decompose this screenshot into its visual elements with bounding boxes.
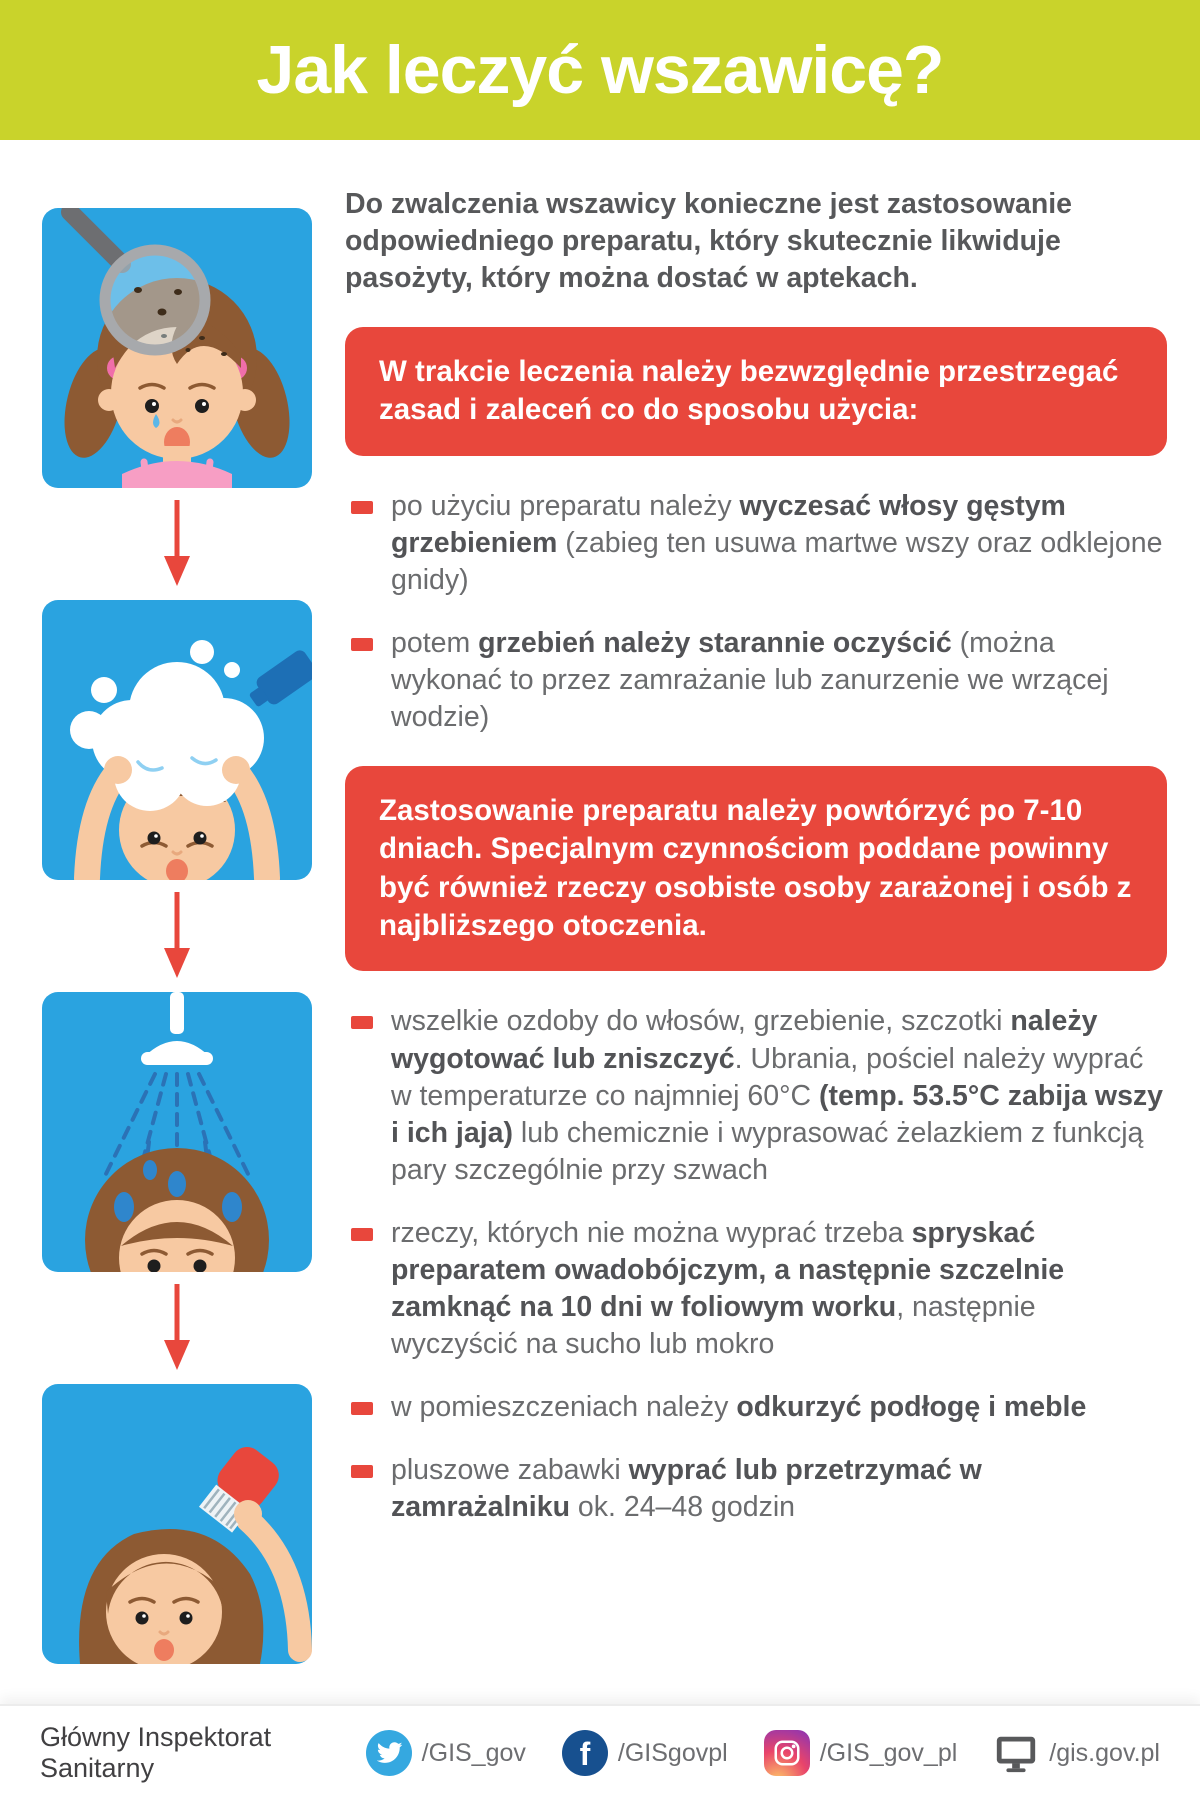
bullet-marker <box>351 1228 373 1241</box>
bullet-text: w pomieszczeniach należy odkurzyć podłogę i meble <box>391 1390 1087 1423</box>
list-item <box>351 1003 1167 1188</box>
bullet-marker <box>351 501 373 514</box>
bullet-marker <box>351 1465 373 1478</box>
step-gap <box>42 1272 312 1384</box>
step-gap <box>42 880 312 992</box>
instagram-icon <box>764 1730 810 1776</box>
list-item <box>351 1215 1167 1363</box>
arrow-down-icon <box>160 892 194 980</box>
arrow-down-icon <box>160 1284 194 1372</box>
social-handle: /gis.gov.pl <box>1049 1738 1160 1767</box>
header-banner <box>0 0 1200 140</box>
bullet-marker <box>351 1016 373 1029</box>
illustration-examine-scalp <box>42 208 312 488</box>
social-handle: /GIS_gov_pl <box>819 1738 958 1767</box>
warning-box-usage-rules: W trakcie leczenia należy bezwzględnie przestrzegać zasad i zaleceń co do sposobu użycia: <box>345 327 1167 456</box>
bullet-text: rzeczy, których nie można wyprać trzeba spryskać preparatem owadobójczym, a następnie szczelnie zamknąć na 10 dni w foliowym worku, następnie wyczyścić na sucho lub mokro <box>391 1216 1065 1360</box>
bullet-list-usage <box>345 486 1167 736</box>
social-link-instagram[interactable] <box>764 1730 958 1776</box>
social-link-website[interactable] <box>993 1730 1160 1776</box>
illustration-shower-rinse <box>42 992 312 1272</box>
footer <box>0 1704 1200 1800</box>
bullet-text: pluszowe zabawki wyprać lub przetrzymać w zamrażalniku ok. 24–48 godzin <box>391 1453 982 1523</box>
social-link-facebook[interactable] <box>562 1730 728 1776</box>
steps-column <box>42 208 312 1664</box>
social-handle: /GISgovpl <box>617 1738 728 1767</box>
bullet-marker <box>351 638 373 651</box>
step-gap <box>42 488 312 600</box>
twitter-icon <box>366 1730 412 1776</box>
content-column <box>345 186 1167 1552</box>
list-item <box>351 488 1167 599</box>
bullet-text: po użyciu preparatu należy wyczesać włosy gęstym grzebieniem (zabieg ten usuwa martwe wszy oraz odklejone gnidy) <box>391 489 1163 596</box>
page-title: Jak leczyć wszawicę? <box>256 32 944 108</box>
monitor-icon <box>993 1730 1039 1776</box>
intro-paragraph: Do zwalczenia wszawicy konieczne jest zastosowanie odpowiedniego preparatu, który skutecznie likwiduje pasożyty, który można dostać w aptekach. <box>345 188 1073 295</box>
warning-box-repeat-treatment: Zastosowanie preparatu należy powtórzyć po 7-10 dniach. Specjalnym czynnościom poddane powinny być również rzeczy osobiste osoby zarażonej i osób z najbliższego otoczenia. <box>345 766 1167 971</box>
bullet-text: potem grzebień należy starannie oczyścić (można wykonać to przez zamrażanie lub zanurzenie we wrzącej wodzie) <box>391 626 1109 734</box>
bullet-list-belongings <box>345 1001 1167 1526</box>
bullet-text: wszelkie ozdoby do włosów, grzebienie, szczotki należy wygotować lub zniszczyć. Ubrania, pościel należy wyprać w temperaturze co najmniej 60°C (temp. 53.5°C zabija wszy i ich jaja) lub chemicznie i wyprasować żelazkiem z funkcją pary szczególnie przy szwach <box>391 1005 1164 1186</box>
list-item <box>351 1452 1167 1526</box>
arrow-down-icon <box>160 500 194 588</box>
social-links <box>366 1730 1160 1776</box>
list-item <box>351 625 1167 736</box>
bullet-marker <box>351 1402 373 1415</box>
facebook-icon: f <box>562 1730 608 1776</box>
social-handle: /GIS_gov <box>421 1738 526 1767</box>
footer-organization: Główny Inspektorat Sanitarny <box>40 1722 272 1783</box>
illustration-comb-hair <box>42 1384 312 1664</box>
list-item <box>351 1389 1167 1426</box>
social-link-twitter[interactable] <box>366 1730 526 1776</box>
illustration-apply-shampoo <box>42 600 312 880</box>
